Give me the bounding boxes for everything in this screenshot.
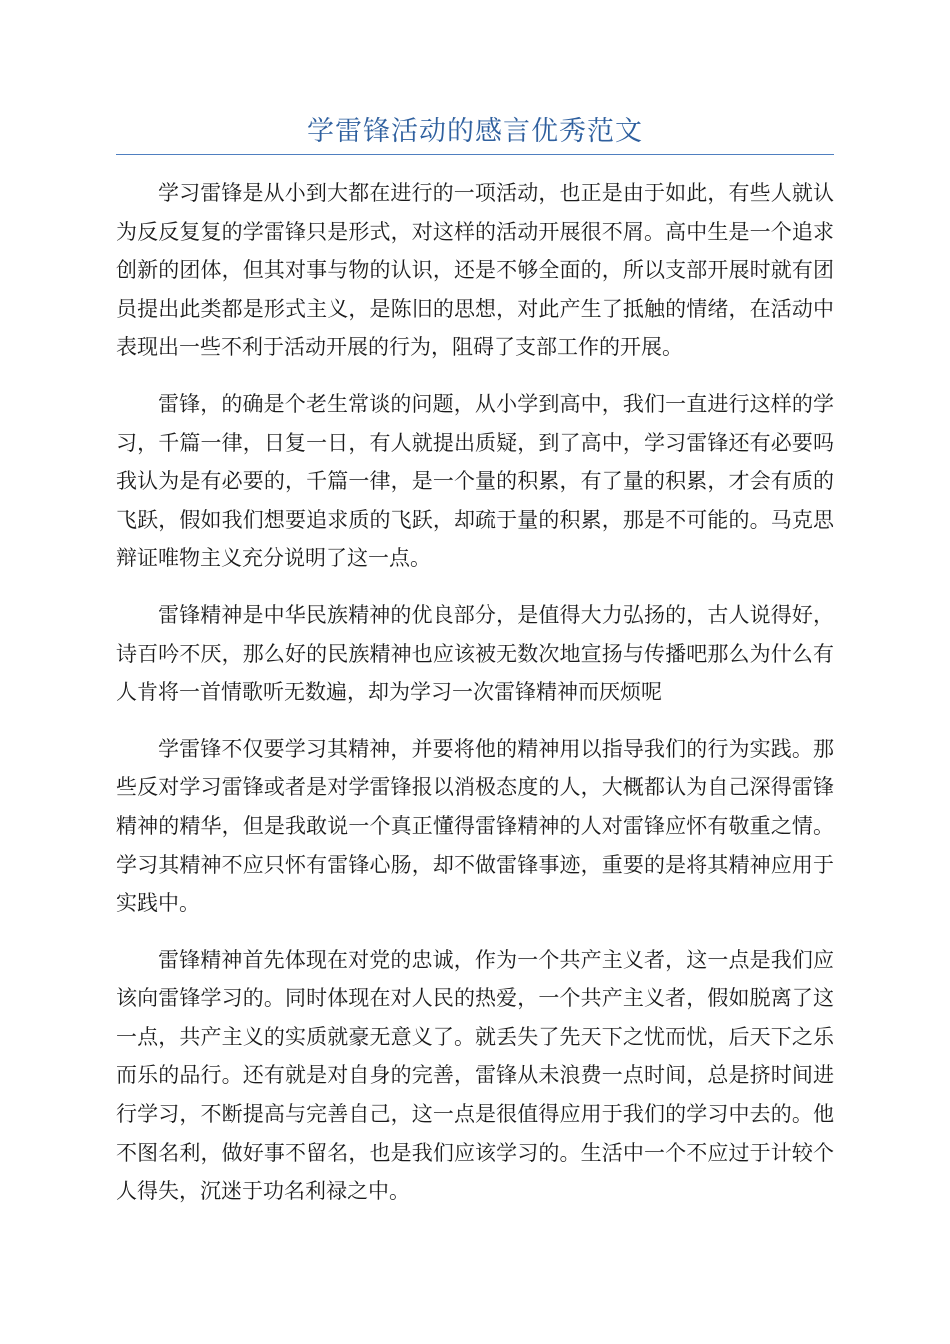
- document-body: [116, 174, 834, 1229]
- title-underline-rule: [116, 154, 834, 155]
- document-title: 学雷锋活动的感言优秀范文: [307, 116, 643, 147]
- paragraph-4: 学雷锋不仅要学习其精神，并要将他的精神用以指导我们的行为实践。那些反对学习雷锋或者是对学雷锋报以消极态度的人，大概都认为自己深得雷锋精神的精华，但是我敢说一个真正懂得雷锋精神的人对雷锋应怀有敬重之情。学习其精神不应只怀有雷锋心肠，却不做雷锋事迹，重要的是将其精神应用于实践中。: [116, 736, 834, 916]
- paragraph-1: 学习雷锋是从小到大都在进行的一项活动，也正是由于如此，有些人就认为反反复复的学雷锋只是形式，对这样的活动开展很不屑。高中生是一个追求创新的团体，但其对事与物的认识，还是不够全面的，所以支部开展时就有团员提出此类都是形式主义，是陈旧的思想，对此产生了抵触的情绪，在活动中表现出一些不利于活动开展的行为，阻碍了支部工作的开展。: [116, 181, 834, 360]
- paragraph-2: 雷锋，的确是个老生常谈的问题，从小学到高中，我们一直进行这样的学习，千篇一律，日复一日，有人就提出质疑，到了高中，学习雷锋还有必要吗我认为是有必要的，千篇一律，是一个量的积累，有了量的积累，才会有质的飞跃，假如我们想要追求质的飞跃，却疏于量的积累，那是不可能的。马克思辩证唯物主义充分说明了这一点。: [116, 391, 834, 571]
- paragraph-5: 雷锋精神首先体现在对党的忠诚，作为一个共产主义者，这一点是我们应该向雷锋学习的。同时体现在对人民的热爱，一个共产主义者，假如脱离了这一点，共产主义的实质就豪无意义了。就丢失了先天下之忧而忧，后天下之乐而乐的品行。还有就是对自身的完善，雷锋从未浪费一点时间，总是挤时间进行学习，不断提高与完善自己，这一点是很值得应用于我们的学习中去的。他不图名利，做好事不留名，也是我们应该学习的。生活中一个不应过于计较个人得失，沉迷于功名利禄之中。: [116, 947, 834, 1204]
- paragraph-3: 雷锋精神是中华民族精神的优良部分，是值得大力弘扬的，古人说得好，诗百吟不厌，那么好的民族精神也应该被无数次地宣扬与传播吧那么为什么有人肯将一首情歌听无数遍，却为学习一次雷锋精神而厌烦呢: [116, 602, 834, 705]
